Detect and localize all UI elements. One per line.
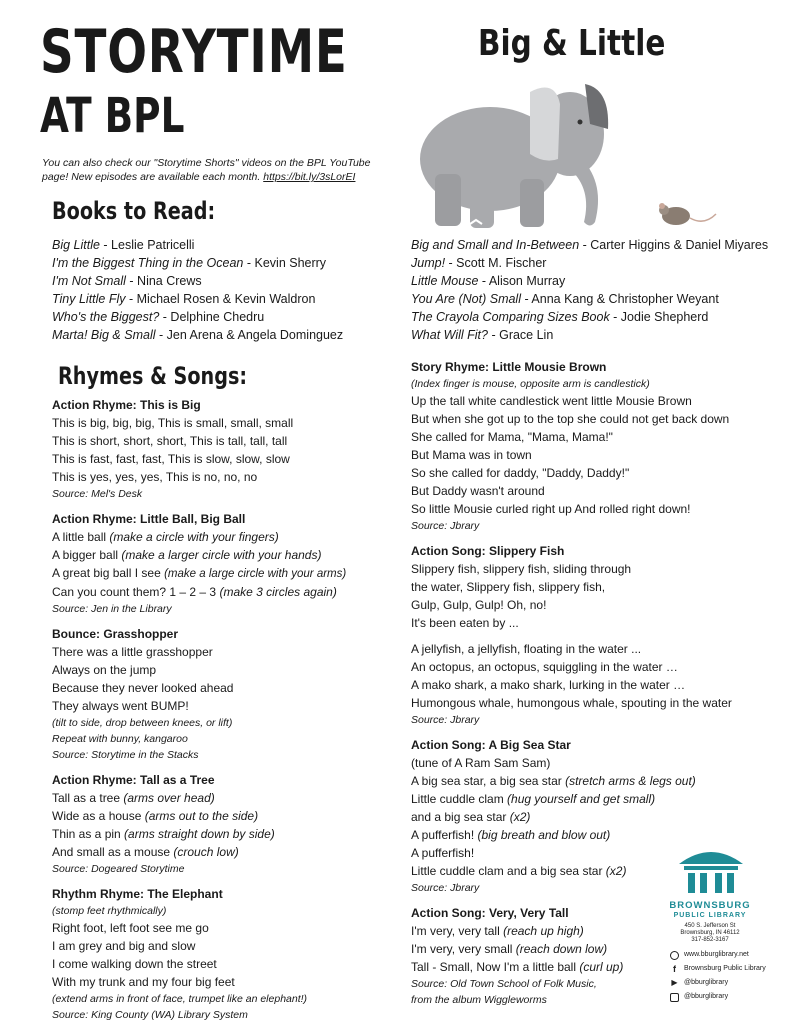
rhyme-line: This is short, short, short, This is tall, tall, tall	[52, 434, 288, 448]
book-item: I'm Not Small - Nina Crews	[52, 274, 202, 288]
rhyme-line: Up the tall white candlestick went little Mousie Brown	[411, 394, 692, 408]
rhyme-line: There was a little grasshopper	[52, 645, 213, 659]
library-contacts	[670, 948, 785, 1004]
rhyme-line: I'm very, very small (reach down low)	[411, 942, 608, 956]
library-name-sub: PUBLIC LIBRARY	[673, 912, 747, 919]
song-very-tall	[411, 904, 661, 1008]
rhyme-title: Story Rhyme: Little Mousie Brown	[411, 360, 607, 374]
rhyme-line: A mako shark, a mako shark, lurking in the water …	[411, 678, 686, 692]
rhyme-source: Source: Storytime in the Stacks	[52, 749, 199, 761]
rhyme-source: Source: Jen in the Library	[52, 603, 172, 615]
rhyme-line: It's been eaten by ...	[411, 616, 519, 630]
rhyme-line: This is yes, yes, yes, This is no, no, no	[52, 470, 258, 484]
book-item: Who's the Biggest? - Delphine Chedru	[52, 310, 265, 324]
book-item: Tiny Little Fly - Michael Rosen & Kevin Waldron	[52, 292, 316, 306]
rhyme-source: Source: Jbrary	[411, 520, 480, 532]
rhyme-note: (tune of A Ram Sam Sam)	[411, 756, 551, 770]
rhyme-grasshopper	[52, 625, 397, 763]
rhyme-note: (Index finger is mouse, opposite arm is candlestick)	[411, 378, 650, 390]
rhyme-note: (tilt to side, drop between knees, or lift)	[52, 717, 233, 729]
library-address: 450 S. Jefferson St	[684, 923, 736, 929]
rhyme-source: from the album Wiggleworms	[411, 994, 547, 1006]
rhyme-source: Source: King County (WA) Library System	[52, 1009, 248, 1021]
rhyme-line: I am grey and big and slow	[52, 939, 196, 953]
book-item: Jump! - Scott M. Fischer	[411, 256, 547, 270]
rhyme-line: I come walking down the street	[52, 957, 217, 971]
rhyme-this-is-big	[52, 396, 397, 502]
rhyme-line: Always on the jump	[52, 663, 157, 677]
rhyme-line: and a big sea star (x2)	[411, 810, 531, 824]
rhyme-line: This is big, big, big, This is small, small, small	[52, 416, 294, 430]
rhyme-title: Action Song: Very, Very Tall	[411, 906, 569, 920]
rhyme-line: An octopus, an octopus, squiggling in the water …	[411, 660, 678, 674]
left-rhymes-column	[52, 396, 397, 1023]
youtube-link[interactable]: https://bit.ly/3sLorEI	[263, 171, 356, 183]
rhyme-elephant	[52, 885, 397, 1023]
rhyme-line: But Mama was in town	[411, 448, 532, 462]
rhyme-title: Action Rhyme: Little Ball, Big Ball	[52, 512, 246, 526]
rhyme-line: Tall as a tree (arms over head)	[52, 791, 215, 805]
rhyme-source: Source: Mel's Desk	[52, 488, 143, 500]
rhyme-line: A great big ball I see (make a large circle with your arms)	[52, 566, 347, 580]
book-item: Marta! Big & Small - Jen Arena & Angela Dominguez	[52, 328, 344, 342]
rhyme-line: A jellyfish, a jellyfish, floating in the water ...	[411, 642, 642, 656]
theme-title: Big & Little	[478, 23, 666, 64]
rhyme-line: I'm very, very tall (reach up high)	[411, 924, 584, 938]
rhyme-line: But when she got up to the top she could not get back down	[411, 412, 730, 426]
rhyme-title: Rhythm Rhyme: The Elephant	[52, 887, 223, 901]
books-heading: Books to Read:	[52, 197, 216, 225]
rhyme-line: With my trunk and my four big feet	[52, 975, 235, 989]
book-item: Big and Small and In-Between - Carter Higgins & Daniel Miyares	[411, 238, 769, 252]
library-address: Brownsburg, IN 46112	[680, 930, 740, 936]
rhyme-note: (extend arms in front of face, trumpet like an elephant!)	[52, 993, 308, 1005]
elephant-illustration	[410, 74, 610, 234]
rhyme-line: But Daddy wasn't around	[411, 484, 545, 498]
rhyme-line: This is fast, fast, fast, This is slow, slow, slow	[52, 452, 290, 466]
rhyme-note: (stomp feet rhythmically)	[52, 905, 167, 917]
rhyme-mousie-brown	[411, 358, 781, 534]
book-item: The Crayola Comparing Sizes Book - Jodie Shepherd	[411, 310, 709, 324]
rhyme-line: Because they never looked ahead	[52, 681, 234, 695]
books-list-left	[52, 236, 392, 344]
book-item: You Are (Not) Small - Anna Kang & Christopher Weyant	[411, 292, 719, 306]
rhyme-little-ball	[52, 510, 397, 617]
contact-twitter[interactable]: ▶ @bburglibrary	[671, 978, 729, 987]
book-item: Little Mouse - Alison Murray	[411, 274, 566, 288]
contact-web[interactable]: www.bburglibrary.net	[670, 948, 785, 962]
song-slippery-fish	[411, 542, 781, 728]
library-logo-icon	[676, 846, 746, 896]
instagram-icon	[670, 993, 679, 1002]
contact-instagram[interactable]: @bburglibrary	[670, 990, 785, 1004]
rhyme-title: Bounce: Grasshopper	[52, 627, 179, 641]
rhyme-title: Action Rhyme: Tall as a Tree	[52, 773, 215, 787]
page-subtitle: AT BPL	[40, 88, 185, 144]
book-item: I'm the Biggest Thing in the Ocean - Kevin Sherry	[52, 256, 327, 270]
rhyme-tall-as-tree	[52, 771, 397, 877]
rhyme-line: the water, Slippery fish, slippery fish,	[411, 580, 606, 594]
rhyme-line: Slippery fish, slippery fish, sliding through	[411, 562, 632, 576]
rhyme-line: She called for Mama, "Mama, Mama!"	[411, 430, 613, 444]
rhyme-line: Humongous whale, humongous whale, spouting in the water	[411, 696, 732, 710]
rhyme-line: Little cuddle clam (hug yourself and get small)	[411, 792, 656, 806]
page-title: STORYTIME	[40, 17, 348, 87]
rhyme-line: Gulp, Gulp, Gulp! Oh, no!	[411, 598, 547, 612]
rhyme-title: Action Rhyme: This is Big	[52, 398, 201, 412]
books-list-right	[411, 236, 781, 344]
rhyme-title: Action Song: A Big Sea Star	[411, 738, 571, 752]
library-phone: 317-852-3167	[691, 937, 729, 943]
rhyme-line: Can you count them? 1 – 2 – 3 (make 3 circles again)	[52, 585, 337, 599]
rhyme-line: Tall - Small, Now I'm a little ball (curl up)	[411, 960, 624, 974]
book-item: What Will Fit? - Grace Lin	[411, 328, 554, 342]
rhyme-source: Source: Jbrary	[411, 714, 480, 726]
rhyme-source: Source: Dogeared Storytime	[52, 863, 185, 875]
rhymes-heading: Rhymes & Songs:	[58, 362, 248, 390]
rhyme-line: So she called for daddy, "Daddy, Daddy!"	[411, 466, 630, 480]
globe-icon	[670, 951, 679, 960]
rhyme-line: A pufferfish! (big breath and blow out)	[411, 828, 611, 842]
rhyme-line: Wide as a house (arms out to the side)	[52, 809, 259, 823]
rhyme-line: They always went BUMP!	[52, 699, 189, 713]
rhyme-line: So little Mousie curled right up And rolled right down!	[411, 502, 691, 516]
book-item: Big Little - Leslie Patricelli	[52, 238, 195, 252]
twitter-icon: ▶	[671, 978, 678, 987]
rhyme-line: And small as a mouse (crouch low)	[52, 845, 239, 859]
library-info	[660, 900, 760, 944]
library-name: BROWNSBURG	[669, 900, 751, 911]
rhyme-line: A pufferfish!	[411, 846, 475, 860]
facebook-icon: f	[673, 964, 676, 974]
intro-text: You can also check our "Storytime Shorts" videos on the BPL YouTube page! New episodes are available each month. https://bit.ly/3sLorEI	[42, 157, 371, 183]
rhyme-line: Thin as a pin (arms straight down by side)	[52, 827, 275, 841]
mouse-illustration	[654, 196, 718, 230]
rhyme-line: A bigger ball (make a larger circle with your hands)	[52, 548, 322, 562]
rhyme-line: A big sea star, a big sea star (stretch arms & legs out)	[411, 774, 696, 788]
rhyme-line: Right foot, left foot see me go	[52, 921, 209, 935]
rhyme-line: Little cuddle clam and a big sea star (x2)	[411, 864, 627, 878]
rhyme-title: Action Song: Slippery Fish	[411, 544, 565, 558]
rhyme-source: Source: Jbrary	[411, 882, 480, 894]
rhyme-note: Repeat with bunny, kangaroo	[52, 733, 188, 745]
contact-facebook[interactable]: f Brownsburg Public Library	[670, 962, 785, 976]
rhyme-source: Source: Old Town School of Folk Music,	[411, 978, 597, 990]
rhyme-line: A little ball (make a circle with your fingers)	[52, 530, 279, 544]
